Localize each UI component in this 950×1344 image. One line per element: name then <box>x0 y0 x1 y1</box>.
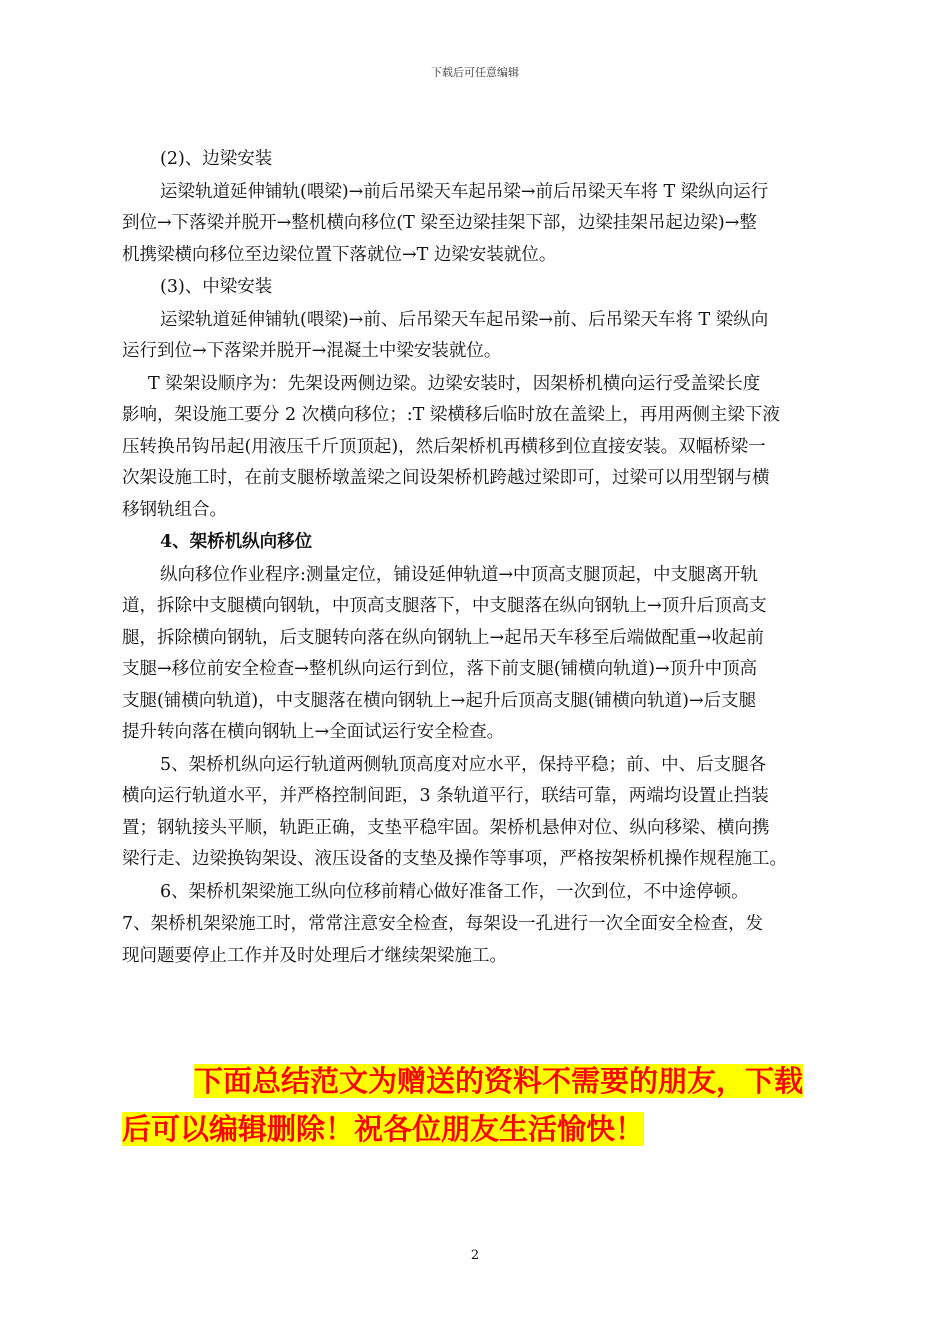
text-line: (2)、边梁安装 <box>160 149 273 169</box>
text-line: 运梁轨道延伸铺轨(喂梁)→前后吊梁天车起吊梁→前后吊梁天车将 T 梁纵向运行 <box>160 181 769 202</box>
text-line: 提升转向落在横向钢轨上→全面试运行安全检查。 <box>122 722 505 742</box>
notice-text: 下面总结范文为赠送的资料不需要的朋友，下载 <box>194 1064 804 1098</box>
paragraph-middle-beam-steps <box>122 305 842 368</box>
text-line: 现问题要停止工作并及时处理后才继续架梁施工。 <box>122 945 507 966</box>
notice-text: 后可以编辑删除！祝各位朋友生活愉快！ <box>122 1112 645 1146</box>
text-line: 支腿(铺横向轨道)，中支腿落在横向钢轨上→起升后顶高支腿(铺横向轨道)→后支腿 <box>122 690 757 711</box>
text-line: 运梁轨道延伸铺轨(喂梁)→前、后吊梁天车起吊梁→前、后吊梁天车将 T 梁纵向 <box>160 309 769 330</box>
text-line: 影响，架设施工要分 2 次横向移位；:T 梁横移后临时放在盖梁上，再用两侧主梁下液 <box>122 405 780 425</box>
paragraph-longitudinal-procedure <box>122 560 842 749</box>
text-line: 支腿→移位前安全检查→整机纵向运行到位，落下前支腿(铺横向轨道)→顶升中顶高 <box>122 659 758 679</box>
text-line: 7、架桥机架梁施工时，常常注意安全检查，每架设一孔进行一次全面安全检查，发 <box>122 914 764 934</box>
paragraph-erection-order <box>122 369 842 527</box>
text-line: 次架设施工时，在前支腿桥墩盖梁之间设架桥机跨越过梁即可，过梁可以用型钢与横 <box>122 468 770 488</box>
section-heading-4 <box>122 527 842 559</box>
text-line: 移钢轨组合。 <box>122 499 227 520</box>
text-line: 腿，拆除横向钢轨，后支腿转向落在纵向钢轨上→起吊天车移至后端做配重→收起前 <box>122 627 764 648</box>
section-heading: 4、架桥机纵向移位 <box>160 532 313 552</box>
notice-line <box>122 1057 842 1105</box>
promo-notice <box>122 1057 842 1153</box>
paragraph-item-5 <box>122 750 842 876</box>
text-line: 置；钢轨接头平顺，轨距正确，支垫平稳牢固。架桥机悬伸对位、纵向移梁、横向携 <box>122 817 770 838</box>
text-line: 梁行走、边梁换钩架设、液压设备的支垫及操作等事项，严格按架桥机操作规程施工。 <box>122 849 787 869</box>
text-line: 5、架桥机纵向运行轨道两侧轨顶高度对应水平，保持平稳；前、中、后支腿各 <box>160 754 767 775</box>
text-line: (3)、中梁安装 <box>160 277 273 297</box>
page-header: 下载后可任意编辑 <box>431 66 519 79</box>
paragraph-side-beam-title <box>122 144 842 176</box>
document-body <box>122 144 842 973</box>
text-line: 道，拆除中支腿横向钢轨，中顶高支腿落下，中支腿落在纵向钢轨上→顶升后顶高支 <box>122 596 767 616</box>
paragraph-item-7 <box>122 909 842 972</box>
paragraph-side-beam-steps <box>122 177 842 272</box>
text-line: 纵向移位作业程序:测量定位，铺设延伸轨道→中顶高支腿顶起，中支腿离开轨 <box>160 564 759 585</box>
paragraph-middle-beam-title <box>122 272 842 304</box>
text-line: 机携梁横向移位至边梁位置下落就位→T 边梁安装就位。 <box>122 244 557 265</box>
notice-line <box>122 1105 842 1153</box>
text-line: 到位→下落梁并脱开→整机横向移位(T 梁至边梁挂架下部，边梁挂架吊起边梁)→整 <box>122 213 757 233</box>
paragraph-item-6 <box>122 877 842 909</box>
text-line: T 梁架设顺序为：先架设两侧边梁。边梁安装时，因架桥机横向运行受盖梁长度 <box>148 373 761 394</box>
text-line: 6、架桥机架梁施工纵向位移前精心做好准备工作，一次到位，不中途停顿。 <box>160 881 749 902</box>
text-line: 横向运行轨道水平，并严格控制间距，3 条轨道平行，联结可靠，两端均设置止挡装 <box>122 786 769 806</box>
page-number: 2 <box>470 1248 480 1263</box>
text-line: 压转换吊钩吊起(用液压千斤顶顶起)，然后架桥机再横移到位直接安装。双幅桥梁一 <box>122 436 766 457</box>
text-line: 运行到位→下落梁并脱开→混凝土中梁安装就位。 <box>122 341 502 361</box>
